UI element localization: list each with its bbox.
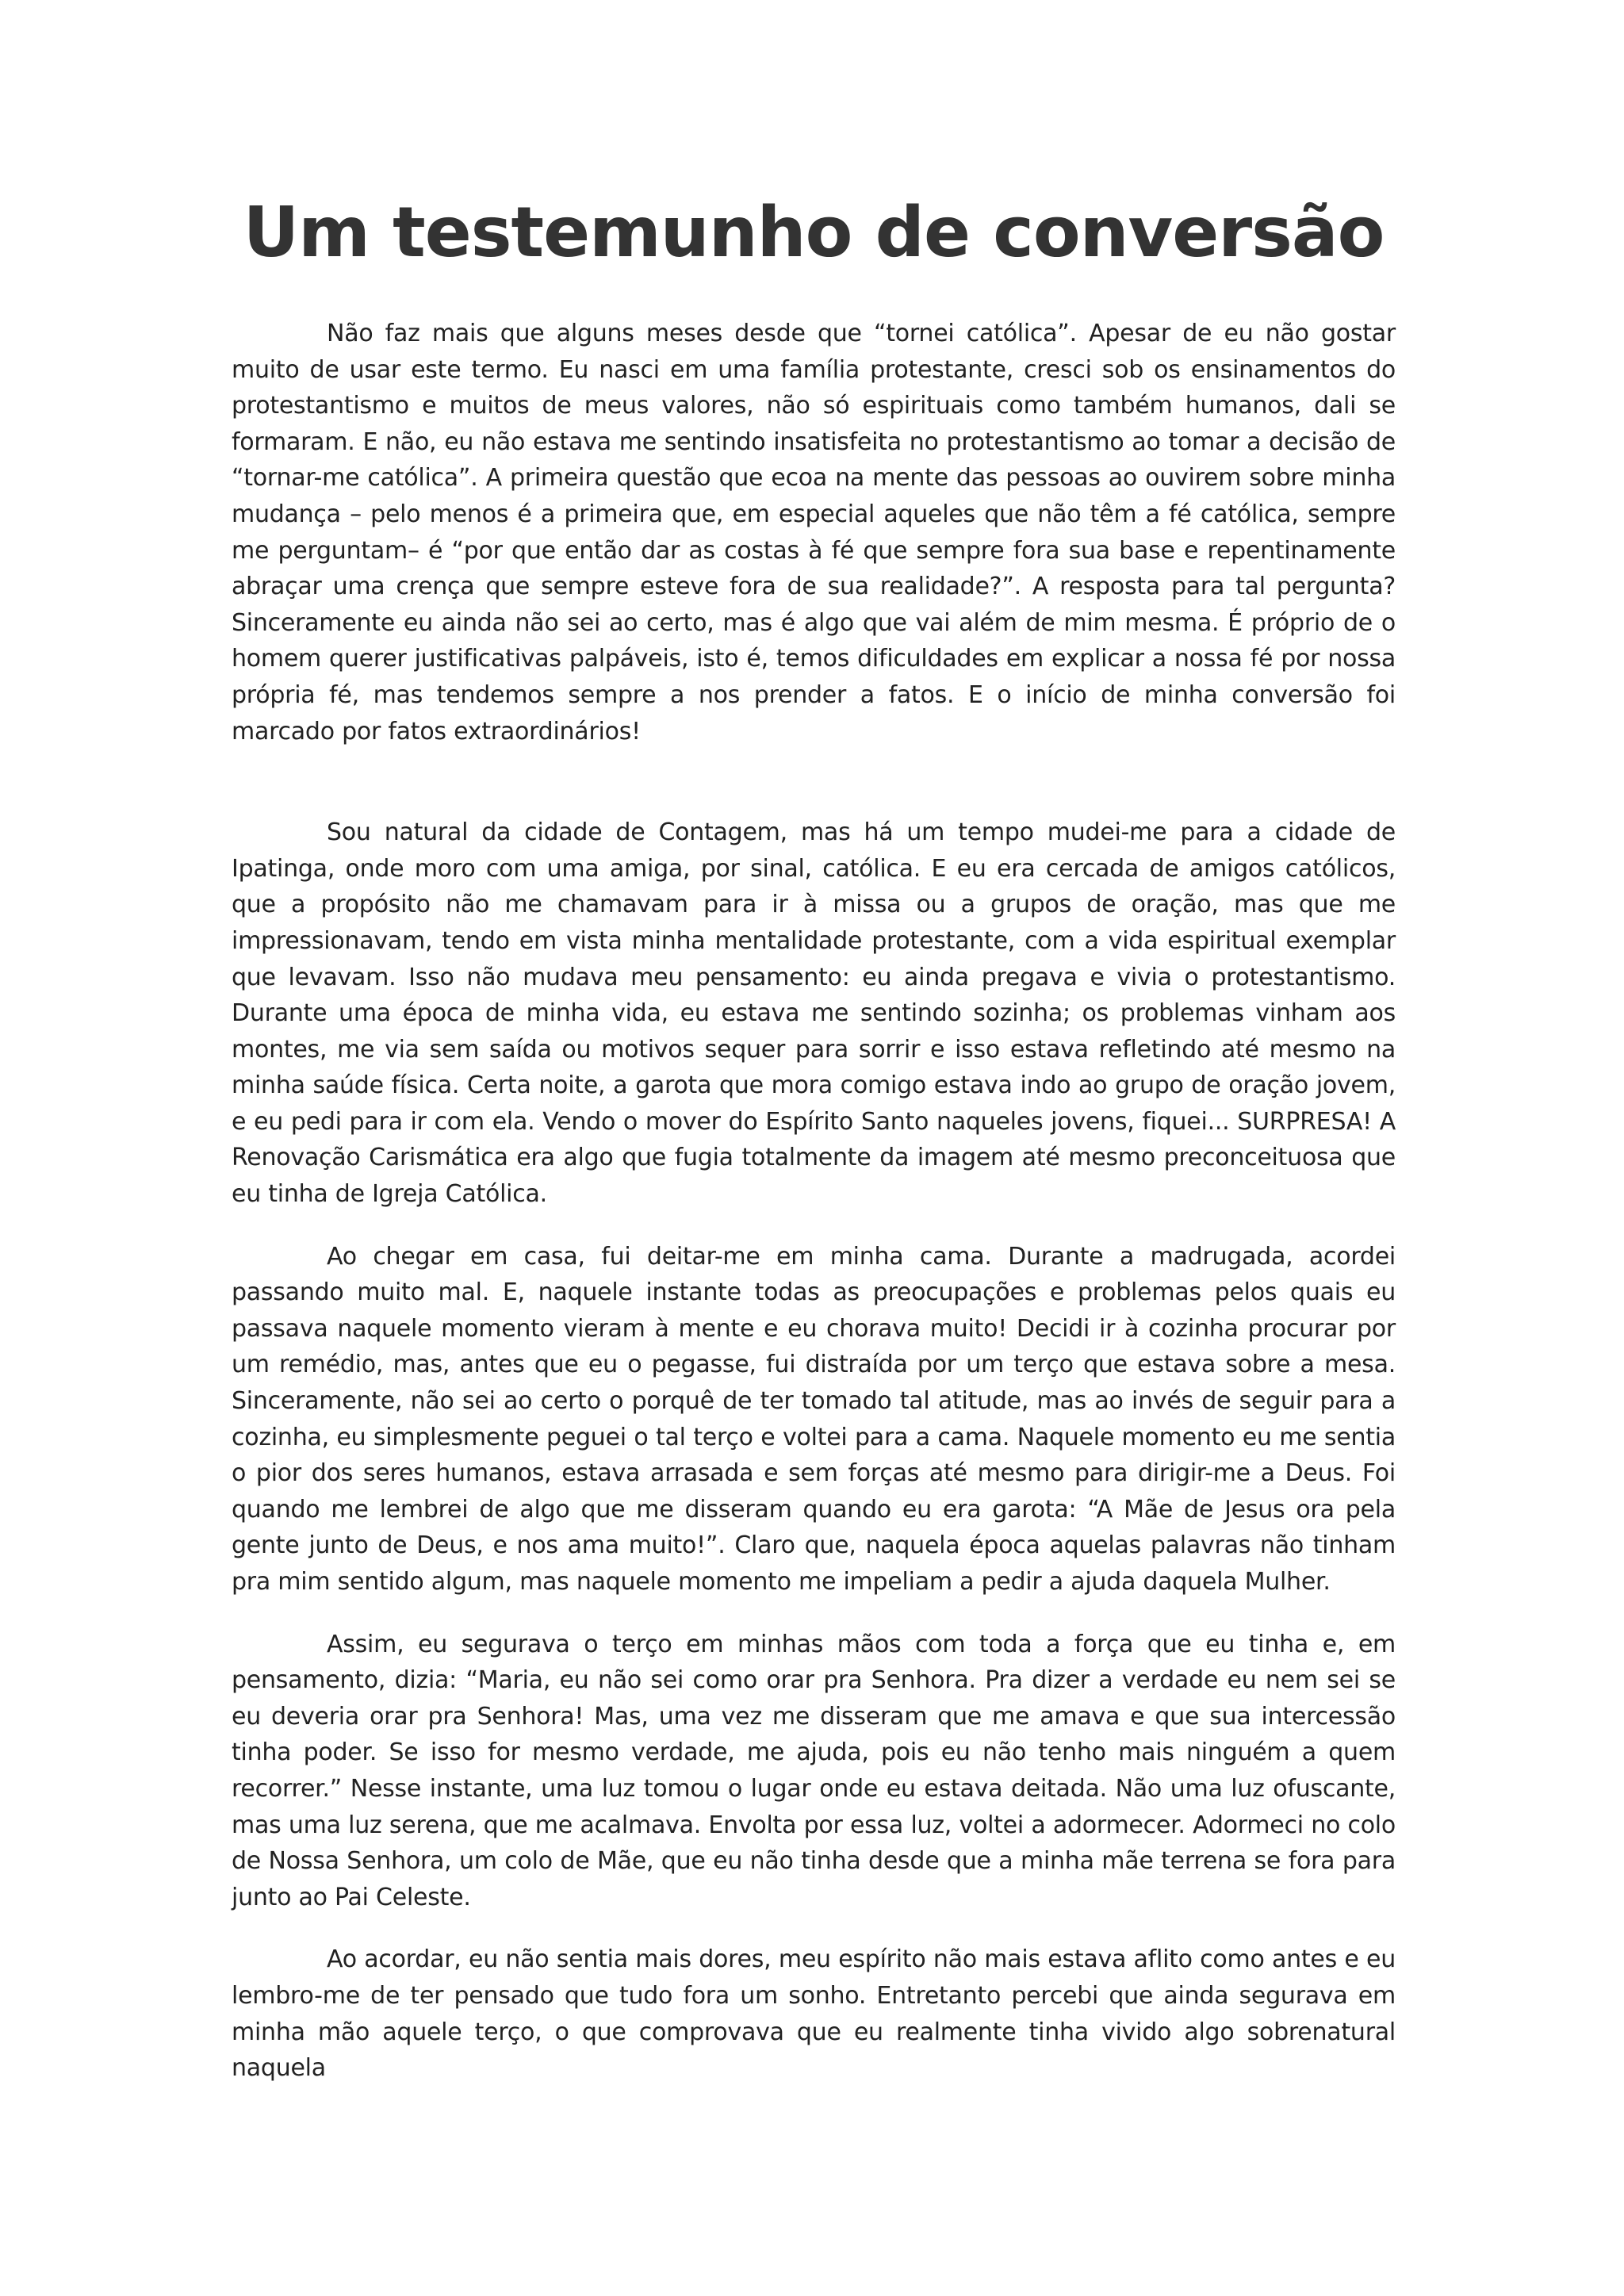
paragraph-1: Não faz mais que alguns meses desde que “tornei católica”. Apesar de eu não gostar muito de usar este termo. Eu nasci em uma família protestante, cresci sob os ensinamentos do protestantismo e muitos de meus valores, não só espirituais como também humanos, dali se formaram. E não, eu não estava me sentindo insatisfeita no protestantismo ao tomar a decisão de “tornar-me católica”. A primeira questão que ecoa na mente das pessoas ao ouvirem sobre minha mudança – pelo menos é a primeira que, em especial aqueles que não têm a fé católica, sempre me perguntam– é “por que então dar as costas à fé que sempre fora sua base e repentinamente abraçar uma crença que sempre esteve fora de sua realidade?”. A resposta para tal pergunta? Sinceramente eu ainda não sei ao certo, mas é algo que vai além de mim mesma. É próprio de o homem querer justificativas palpáveis, isto é, temos dificuldades em explicar a nossa fé por nossa própria fé, mas tendemos sempre a nos prender a fatos. E o início de minha conversão foi marcado por fatos extraordinários! xyxy=(232,320,1396,746)
paragraph-4: Assim, eu segurava o terço em minhas mãos com toda a força que eu tinha e, em pensamento, dizia: “Maria, eu não sei como orar pra Senhora. Pra dizer a verdade eu nem sei se eu deveria orar pra Senhora! Mas, uma vez me disseram que me amava e que sua intercessão tinha poder. Se isso for mesmo verdade, me ajuda, pois eu não tenho mais ninguém a quem recorrer.” Nesse instante, uma luz tomou o lugar onde eu estava deitada. Não uma luz ofuscante, mas uma luz serena, que me acalmava. Envolta por essa luz, voltei a adormecer. Adormeci no colo de Nossa Senhora, um colo de Mãe, que eu não tinha desde que a minha mãe terrena se fora para junto ao Pai Celeste. xyxy=(232,1630,1396,1911)
paragraph-3: Ao chegar em casa, fui deitar-me em minha cama. Durante a madrugada, acordei passando muito mal. E, naquele instante todas as preocupações e problemas pelos quais eu passava naquele momento vieram à mente e eu chorava muito! Decidi ir à cozinha procurar por um remédio, mas, antes que eu o pegasse, fui distraída por um terço que estava sobre a mesa. Sinceramente, não sei ao certo o porquê de ter tomado tal atitude, mas ao invés de seguir para a cozinha, eu simplesmente peguei o tal terço e voltei para a cama. Naquele momento eu me sentia o pior dos seres humanos, estava arrasada e sem forças até mesmo para dirigir-me a Deus. Foi quando me lembrei de algo que me disseram quando eu era garota: “A Mãe de Jesus ora pela gente junto de Deus, e nos ama muito!”. Claro que, naquela época aquelas palavras não tinham pra mim sentido algum, mas naquele momento me impeliam a pedir a ajuda daquela Mulher. xyxy=(232,1242,1396,1596)
paragraph-2: Sou natural da cidade de Contagem, mas há um tempo mudei-me para a cidade de Ipatinga, onde moro com uma amiga, por sinal, católica. E eu era cercada de amigos católicos, que a propósito não me chamavam para ir à missa ou a grupos de oração, mas que me impressionavam, tendo em vista minha mentalidade protestante, com a vida espiritual exemplar que levavam. Isso não mudava meu pensamento: eu ainda pregava e vivia o protestantismo. Durante uma época de minha vida, eu estava me sentindo sozinha; os problemas vinham aos montes, me via sem saída ou motivos sequer para sorrir e isso estava refletindo até mesmo na minha saúde física. Certa noite, a garota que mora comigo estava indo ao grupo de oração jovem, e eu pedi para ir com ela. Vendo o mover do Espírito Santo naqueles jovens, fiquei... SURPRESA! A Renovação Carismática era algo que fugia totalmente da imagem até mesmo preconceituosa que eu tinha de Igreja Católica. xyxy=(232,818,1396,1209)
paragraph-5: Ao acordar, eu não sentia mais dores, meu espírito não mais estava aflito como antes e eu lembro-me de ter pensado que tudo fora um sonho. Entretanto percebi que ainda segurava em minha mão aquele terço, o que comprovava que eu realmente tinha vivido algo sobrenatural naquela xyxy=(232,1945,1396,2083)
page-title: Um testemunho de conversão xyxy=(243,192,1385,273)
document-body xyxy=(232,316,1396,2087)
